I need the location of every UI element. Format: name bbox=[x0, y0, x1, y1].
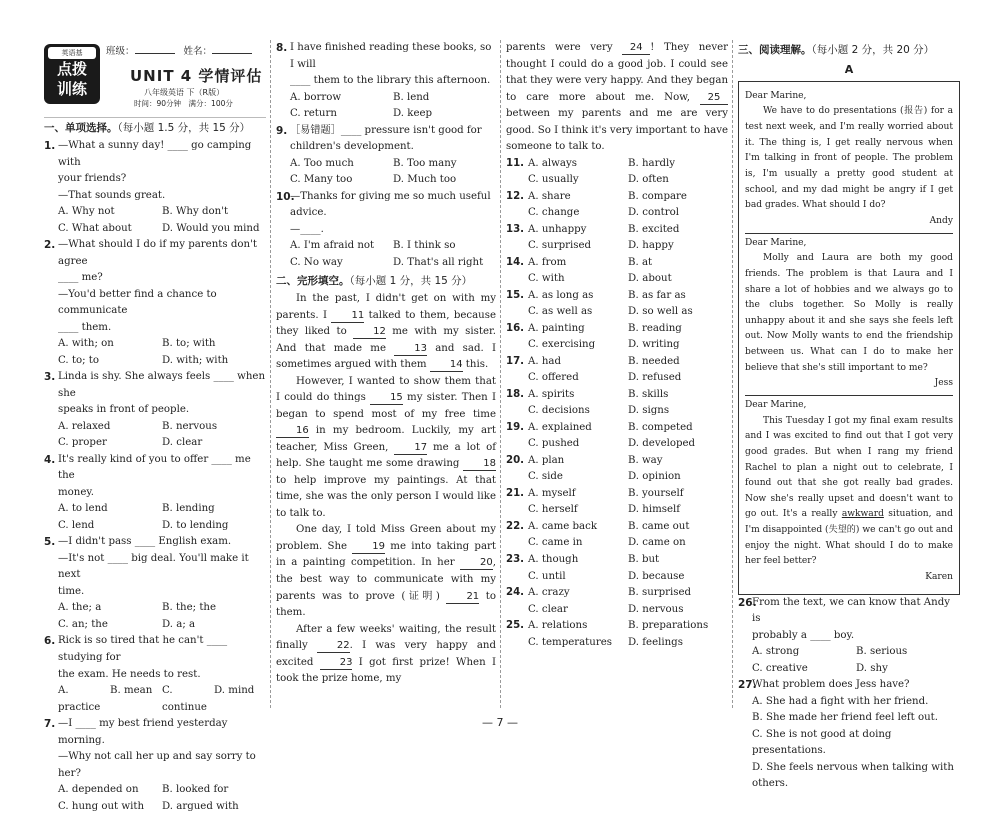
question-options bbox=[276, 90, 496, 123]
cloze-option-row bbox=[506, 569, 728, 586]
cloze-passage-continued bbox=[506, 40, 728, 156]
option[interactable]: D. refused bbox=[628, 372, 682, 384]
option[interactable]: C. change bbox=[528, 207, 580, 219]
option[interactable]: A. always bbox=[528, 157, 577, 169]
question-number: 5. bbox=[44, 536, 56, 549]
question-text: —That sounds great. bbox=[58, 189, 166, 201]
option[interactable]: A. spirits bbox=[528, 388, 575, 400]
option[interactable]: D. keep bbox=[393, 108, 433, 120]
cloze-option-row bbox=[506, 337, 728, 354]
cloze-paragraph: In the past, I didn't get on with my parents. I 11 talked to them, because they liked to 12 me with my sister. And that made me 13 and sad. I sometimes argued with them 14 this. bbox=[276, 293, 496, 371]
question-text: —I didn't pass ____ English exam. bbox=[58, 536, 232, 548]
option[interactable]: A. unhappy bbox=[528, 223, 587, 235]
cloze-option-row bbox=[506, 172, 728, 189]
question-options bbox=[738, 644, 960, 677]
option[interactable]: A. had bbox=[528, 355, 561, 367]
student-info bbox=[106, 44, 266, 59]
question-number: 27. bbox=[738, 679, 757, 692]
option[interactable]: B. preparations bbox=[628, 620, 709, 632]
option[interactable]: C. temperatures bbox=[528, 636, 612, 648]
option[interactable]: B. Why don't bbox=[162, 206, 229, 218]
question bbox=[44, 452, 266, 502]
question-text: —You'd better find a chance to communicate bbox=[58, 288, 217, 317]
option[interactable]: D. a; a bbox=[162, 618, 196, 630]
option[interactable]: D. She feels nervous when talking with others. bbox=[752, 761, 954, 790]
question-text: money. bbox=[58, 486, 95, 498]
cloze-paragraph: One day, I told Miss Green about my problem. She 19 me into taking part in a painting competition. In her 20, the best way to communicate with my parents was to prove (证明) 21 to them. bbox=[276, 524, 497, 619]
cloze-option-row bbox=[506, 321, 728, 338]
class-field[interactable] bbox=[135, 53, 175, 54]
option[interactable]: A. Why not bbox=[58, 206, 115, 218]
option[interactable]: D. control bbox=[628, 207, 680, 219]
option[interactable]: C. lend bbox=[58, 519, 95, 531]
name-label: 姓名： bbox=[183, 46, 213, 57]
option[interactable]: D. happy bbox=[628, 240, 674, 252]
question bbox=[276, 123, 496, 156]
cloze-blank-16[interactable]: 16 bbox=[276, 425, 309, 438]
option[interactable]: C. creative bbox=[752, 662, 808, 674]
question bbox=[738, 677, 960, 694]
option[interactable]: D. signs bbox=[628, 405, 670, 417]
cloze-option-row bbox=[506, 238, 728, 255]
question-text: ____ me? bbox=[58, 272, 103, 284]
option[interactable]: C. continue bbox=[162, 685, 207, 713]
question-number: 3. bbox=[44, 371, 56, 384]
option[interactable]: D. came on bbox=[628, 537, 686, 549]
question bbox=[44, 237, 266, 336]
question-number: 9. bbox=[276, 124, 288, 137]
cloze-option-row bbox=[506, 255, 728, 272]
cloze-option-row bbox=[506, 602, 728, 619]
option[interactable]: C. offered bbox=[528, 372, 579, 384]
question-number: 2. bbox=[44, 239, 56, 252]
option[interactable]: C. until bbox=[528, 570, 566, 582]
question-number: 17. bbox=[506, 355, 525, 367]
option[interactable]: B. reading bbox=[628, 322, 682, 334]
option[interactable]: B. at bbox=[628, 256, 653, 268]
option[interactable]: D. to lending bbox=[162, 519, 229, 531]
question-text: ____ them. bbox=[58, 321, 112, 333]
option[interactable]: A. relations bbox=[528, 620, 588, 632]
question-number: 22. bbox=[506, 520, 525, 532]
question bbox=[44, 138, 266, 204]
section-1-heading: 一、单项选择。（每小题 1.5 分，共 15 分） bbox=[44, 122, 251, 134]
question-options bbox=[44, 419, 266, 452]
option[interactable]: B. nervous bbox=[162, 420, 218, 432]
option[interactable]: A. explained bbox=[528, 421, 592, 433]
column-1 bbox=[44, 40, 266, 815]
question bbox=[44, 534, 266, 600]
option[interactable]: A. with; on bbox=[58, 338, 114, 350]
page-header bbox=[44, 40, 266, 118]
option[interactable]: D. nervous bbox=[628, 603, 684, 615]
option[interactable]: B. skills bbox=[628, 388, 669, 400]
option[interactable]: D. often bbox=[628, 174, 669, 186]
option[interactable]: A. came back bbox=[528, 520, 598, 532]
cloze-option-row bbox=[506, 370, 728, 387]
option[interactable]: D. opinion bbox=[628, 471, 681, 483]
cloze-blank-12[interactable]: 12 bbox=[353, 326, 386, 339]
option[interactable]: B. needed bbox=[628, 355, 680, 367]
cloze-option-row bbox=[506, 453, 728, 470]
option[interactable]: C. clear bbox=[528, 603, 568, 615]
cloze-paragraph-continued: parents were very 24 ! They never thought I could do a good job. I could see that they were very happy. And they began to care more about me. Now, 25 between my parents and me are very good. So I think it's very important to have someone to talk to. bbox=[506, 42, 728, 153]
cloze-option-row bbox=[506, 420, 728, 437]
question-text: probably a ____ boy. bbox=[752, 629, 855, 641]
option[interactable]: C. to; to bbox=[58, 354, 100, 366]
option[interactable]: C. exercising bbox=[528, 339, 596, 351]
option[interactable]: B. excited bbox=[628, 223, 680, 235]
option[interactable]: A. practice bbox=[58, 685, 101, 713]
cloze-option-row bbox=[506, 469, 728, 486]
cloze-option-row bbox=[506, 502, 728, 519]
column-2 bbox=[276, 40, 496, 688]
cloze-blank-13[interactable]: 13 bbox=[394, 343, 427, 356]
question-text: ____ them to the library this afternoon. bbox=[290, 75, 491, 87]
question-number: 1. bbox=[44, 140, 56, 152]
cloze-option-row bbox=[506, 585, 728, 602]
unit-title: UNIT 4 学情评估 bbox=[130, 67, 263, 85]
question-number: 10. bbox=[276, 190, 295, 203]
option[interactable]: D. Much too bbox=[393, 174, 457, 186]
question bbox=[44, 369, 266, 419]
section-2-heading: 二、完形填空。（每小题 1 分，共 15 分） bbox=[276, 275, 473, 288]
question-text: —What should I do if my parents don't agree bbox=[58, 239, 257, 267]
cloze-options bbox=[506, 156, 728, 651]
option[interactable]: A. share bbox=[528, 190, 571, 202]
question-options bbox=[276, 238, 496, 271]
cloze-option-row bbox=[506, 403, 728, 420]
cloze-blank-22[interactable]: 22 bbox=[317, 640, 350, 653]
option[interactable]: B. mean bbox=[110, 685, 153, 697]
option[interactable]: B. came out bbox=[628, 520, 690, 532]
question-number: 21. bbox=[506, 487, 525, 499]
question-text: children's development. bbox=[290, 141, 414, 153]
option[interactable]: B. looked for bbox=[162, 784, 229, 796]
question-number: 8. bbox=[276, 42, 288, 54]
option[interactable]: B. yourself bbox=[628, 487, 684, 499]
column-divider bbox=[732, 40, 733, 708]
option[interactable]: D. Would you mind bbox=[162, 222, 260, 234]
cloze-blank-19[interactable]: 19 bbox=[352, 541, 385, 554]
cloze-option-row bbox=[506, 519, 728, 536]
question-options bbox=[738, 694, 960, 793]
option[interactable]: D. about bbox=[628, 273, 672, 285]
option[interactable]: A. as long as bbox=[528, 289, 594, 301]
option[interactable]: C. She is not good at doing presentations. bbox=[752, 728, 892, 757]
class-label: 班级： bbox=[106, 46, 135, 57]
passage-label: A bbox=[844, 63, 854, 76]
cloze-paragraph: However, I wanted to show them that I could do things 15 my sister. Then I began to spend most of my free time 16 in my bedroom. Luckily, my art teacher, Miss Green, 17 me a lot of help. She taught me some drawing 18 to help improve my paintings. At that time, she was the only person I would like to talk to. bbox=[276, 375, 496, 519]
question-options bbox=[44, 782, 266, 815]
letters-box bbox=[738, 81, 960, 595]
column-4 bbox=[738, 40, 960, 793]
option[interactable]: A. myself bbox=[528, 487, 576, 499]
option[interactable]: A. strong bbox=[752, 646, 800, 658]
cloze-option-row bbox=[506, 552, 728, 569]
question-text: —Why not call her up and say sorry to her? bbox=[58, 751, 256, 779]
option[interactable]: B. serious bbox=[856, 646, 908, 658]
question-text: speaks in front of people. bbox=[58, 404, 190, 416]
question-options bbox=[276, 156, 496, 189]
cloze-paragraph: After a few weeks' waiting, the result finally 22. I was very happy and excited 23 I got first prize! When I took the prize home, my bbox=[276, 623, 496, 685]
question bbox=[276, 40, 496, 90]
option[interactable]: A. from bbox=[528, 256, 567, 268]
option[interactable]: C. return bbox=[290, 108, 337, 120]
cloze-blank-23[interactable]: 23 bbox=[320, 657, 353, 670]
option[interactable]: D. himself bbox=[628, 504, 681, 516]
question-text: —It's not ____ big deal. You'll make it next bbox=[58, 552, 249, 581]
option[interactable]: B. Too many bbox=[393, 157, 457, 169]
question-number: 14. bbox=[506, 256, 525, 268]
option[interactable]: C. usually bbox=[528, 174, 579, 186]
option[interactable]: C. surprised bbox=[528, 240, 591, 252]
cloze-blank-25[interactable]: 25 bbox=[700, 92, 728, 105]
option[interactable]: B. but bbox=[628, 553, 660, 565]
awkward-word: awkward bbox=[841, 509, 884, 520]
question-number: 12. bbox=[506, 190, 525, 202]
cloze-option-row bbox=[506, 436, 728, 453]
option[interactable]: B. way bbox=[628, 454, 663, 466]
question-number: 18. bbox=[506, 388, 525, 400]
question-number: 11. bbox=[506, 157, 525, 169]
option[interactable]: B. as far as bbox=[628, 289, 686, 301]
cloze-option-row bbox=[506, 205, 728, 222]
cloze-option-row bbox=[506, 535, 728, 552]
question-text: I have finished reading these books, so I will bbox=[290, 42, 492, 70]
question-text: —____. bbox=[290, 223, 324, 235]
question-number: 25. bbox=[506, 620, 525, 632]
logo-line2: 训练 bbox=[56, 80, 87, 98]
option[interactable]: C. Many too bbox=[290, 174, 353, 186]
option[interactable]: C. decisions bbox=[528, 405, 590, 417]
option[interactable]: C. What about bbox=[58, 222, 132, 234]
option[interactable]: A. the; a bbox=[58, 602, 102, 614]
page-number: — 7 — bbox=[482, 716, 518, 729]
question-text: the exam. He needs to rest. bbox=[58, 668, 201, 680]
question-text: —Thanks for giving me so much useful bbox=[290, 190, 491, 202]
option[interactable]: D. shy bbox=[856, 662, 888, 674]
cloze-option-row bbox=[506, 618, 728, 635]
option[interactable]: B. compare bbox=[628, 190, 687, 202]
option[interactable]: C. came in bbox=[528, 537, 583, 549]
option[interactable]: C. pushed bbox=[528, 438, 580, 450]
cloze-blank-14[interactable]: 14 bbox=[430, 359, 463, 372]
question-text: It's really kind of you to offer ____ me the bbox=[58, 453, 251, 482]
option[interactable]: B. competed bbox=[628, 421, 693, 433]
option[interactable]: D. writing bbox=[628, 339, 680, 351]
letter-andy: Dear Marine, We have to do presentations (报告) for a test next week, and I'm really worried about it. The thing is, I get really nervous when I'm talking in front of people. The problem is, I'm usually a pretty good student at school, and my dad might be angry if I get bad grades. What should I do? Andy bbox=[745, 87, 953, 234]
option[interactable]: B. to; with bbox=[162, 338, 216, 350]
option[interactable]: A. Too much bbox=[290, 157, 354, 169]
question-number: 26. bbox=[738, 596, 757, 609]
option[interactable]: A. borrow bbox=[290, 91, 342, 103]
option[interactable]: B. lending bbox=[162, 503, 215, 515]
cloze-option-row bbox=[506, 635, 728, 652]
option[interactable]: D. with; with bbox=[162, 354, 229, 366]
question-options bbox=[44, 600, 266, 633]
cloze-option-row bbox=[506, 486, 728, 503]
logo-line1: 点拨 bbox=[56, 60, 87, 78]
column-divider bbox=[500, 40, 501, 708]
column-3 bbox=[506, 40, 728, 651]
cloze-blank-15[interactable]: 15 bbox=[370, 392, 403, 405]
option[interactable]: B. She made her friend feel left out. bbox=[752, 712, 938, 724]
question-number: 19. bbox=[506, 421, 525, 433]
cloze-option-row bbox=[506, 189, 728, 206]
option[interactable]: C. an; the bbox=[58, 618, 108, 630]
cloze-blank-17[interactable]: 17 bbox=[394, 442, 427, 455]
option[interactable]: C. proper bbox=[58, 437, 107, 449]
question-options bbox=[44, 204, 266, 237]
question-text: Rick is so tired that he can't ____ studying for bbox=[58, 635, 228, 663]
question-number: 15. bbox=[506, 289, 525, 301]
cloze-option-row bbox=[506, 156, 728, 173]
question-text: your friends? bbox=[58, 173, 127, 185]
question-number: 13. bbox=[506, 223, 525, 235]
option[interactable]: B. lend bbox=[393, 91, 430, 103]
option[interactable]: A. painting bbox=[528, 322, 585, 334]
question bbox=[276, 189, 496, 239]
option[interactable]: C. herself bbox=[528, 504, 578, 516]
option[interactable]: A. plan bbox=[528, 454, 565, 466]
option[interactable]: C. as well as bbox=[528, 306, 593, 318]
column-divider bbox=[270, 40, 271, 708]
option[interactable]: D. clear bbox=[162, 437, 203, 449]
question-text: From the text, we can know that Andy is bbox=[752, 596, 950, 625]
cloze-option-row bbox=[506, 387, 728, 404]
question bbox=[738, 595, 960, 645]
section-1-questions-b bbox=[276, 40, 496, 271]
question-number: 24. bbox=[506, 587, 525, 599]
option[interactable]: B. surprised bbox=[628, 587, 692, 599]
brand-logo bbox=[44, 44, 100, 104]
option[interactable]: C. No way bbox=[290, 256, 343, 268]
option[interactable]: D. mind bbox=[214, 685, 255, 697]
cloze-blank-18[interactable]: 18 bbox=[463, 458, 496, 471]
question-text: Linda is shy. She always feels ____ when she bbox=[58, 371, 266, 399]
option[interactable]: B. I think so bbox=[393, 240, 456, 252]
option[interactable]: A. depended on bbox=[58, 784, 139, 796]
cloze-blank-11[interactable]: 11 bbox=[331, 310, 364, 323]
option[interactable]: C. side bbox=[528, 471, 563, 483]
cloze-blank-20[interactable]: 20 bbox=[460, 557, 493, 570]
question-options bbox=[44, 501, 266, 534]
option[interactable]: D. feelings bbox=[628, 636, 683, 648]
name-field[interactable] bbox=[212, 53, 252, 54]
question-number: 4. bbox=[44, 453, 56, 466]
grade-subtitle: 八年级英语 下（R版） bbox=[144, 88, 225, 97]
question-number: 20. bbox=[506, 454, 525, 466]
option[interactable]: C. hung out with bbox=[58, 800, 145, 812]
time-score: 时间：90分钟 满分：100分 bbox=[134, 99, 233, 108]
question-number: 16. bbox=[506, 322, 525, 334]
option[interactable]: D. That's all right bbox=[393, 256, 484, 268]
cloze-option-row bbox=[506, 222, 728, 239]
question-text: time. bbox=[58, 585, 85, 597]
letter-karen: Dear Marine, This Tuesday I got my final exam results and I was excited to find out that I got very good grades. But when I rang my friend Rachel to plan a night out to celebrate, I found out that she got really bad grades. Now she's really upset and doesn't want to go out. It's a really awkward situation, and I'm disappointed (失望的) we can't go out and enjoy the night. What should I do to make her feel better? Karen bbox=[745, 399, 953, 583]
cloze-blank-24[interactable]: 24 bbox=[622, 42, 650, 55]
option[interactable]: A. I'm afraid not bbox=[290, 240, 375, 252]
question-text: —I ____ my best friend yesterday morning. bbox=[58, 718, 228, 746]
question bbox=[44, 633, 266, 683]
question-options bbox=[44, 336, 266, 369]
question-number: 7. bbox=[44, 718, 56, 731]
cloze-option-row bbox=[506, 304, 728, 321]
cloze-blank-21[interactable]: 21 bbox=[446, 591, 479, 604]
option[interactable]: A. relaxed bbox=[58, 420, 111, 432]
question-text: What problem does Jess have? bbox=[752, 679, 910, 691]
option[interactable]: A. to lend bbox=[58, 503, 108, 515]
cloze-option-row bbox=[506, 288, 728, 305]
cloze-passage bbox=[276, 291, 496, 687]
option[interactable]: B. hardly bbox=[628, 157, 676, 169]
option[interactable]: D. so well as bbox=[628, 306, 693, 318]
option[interactable]: A. though bbox=[528, 553, 579, 565]
option[interactable]: A. She had a fight with her friend. bbox=[752, 695, 929, 707]
option[interactable]: D. because bbox=[628, 570, 685, 582]
option[interactable]: B. the; the bbox=[162, 602, 217, 614]
question-text: —What a sunny day! ____ go camping with bbox=[58, 140, 252, 168]
letter-jess: Dear Marine, Molly and Laura are both my good friends. The problem is that Laura and I share a lot of hobbies and we always go to the clubs together. So Molly is really unhappy about it and she says she feels left out. Now Molly wants to end the friendship between us. What can I do to make her believe that she's still important to me? Jess bbox=[745, 234, 953, 396]
reading-questions bbox=[738, 595, 960, 793]
option[interactable]: C. with bbox=[528, 273, 565, 285]
cloze-option-row bbox=[506, 271, 728, 288]
option[interactable]: D. argued with bbox=[162, 800, 239, 812]
option[interactable]: D. developed bbox=[628, 438, 696, 450]
question-options bbox=[44, 683, 266, 716]
question-text: ［易错题］____ pressure isn't good for bbox=[290, 124, 482, 136]
option[interactable]: A. crazy bbox=[528, 587, 570, 599]
question-number: 6. bbox=[44, 635, 56, 648]
question-number: 23. bbox=[506, 553, 525, 565]
cloze-option-row bbox=[506, 354, 728, 371]
section-3-heading: 三、阅读理解。（每小题 2 分，共 20 分） bbox=[738, 44, 935, 56]
question-text: advice. bbox=[290, 207, 327, 219]
logo-top: 英语基 bbox=[48, 47, 96, 59]
